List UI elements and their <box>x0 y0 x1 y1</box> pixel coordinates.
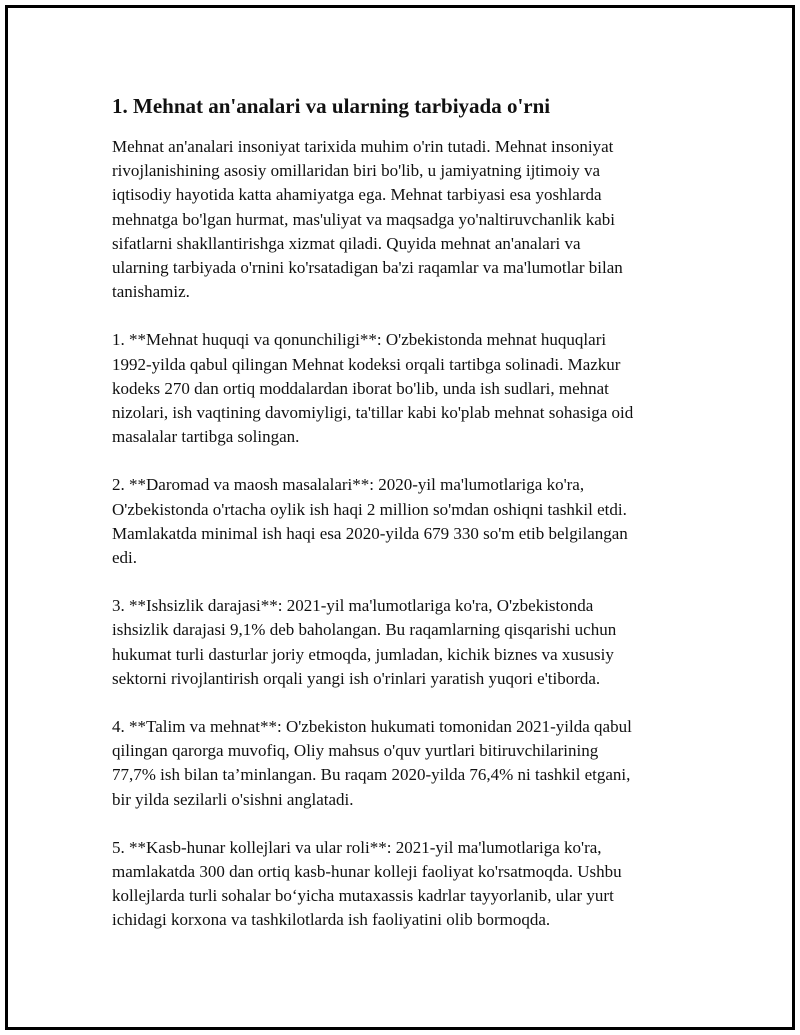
intro-paragraph: Mehnat an'analari insoniyat tarixida muhim o'rin tutadi. Mehnat insoniyat rivojlanishining asosiy omillaridan biri bo'lib, u jamiyatning ijtimoiy va iqtisodiy hayotida katta ahamiyatga ega. Mehnat tarbiyasi esa yoshlarda mehnatga bo'lgan hurmat, mas'uliyat va maqsadga yo'naltiruvchanlik kabi sifatlarni shakllantirishga xizmat qiladi. Quyida mehnat an'analari va ularning tarbiyada o'rnini ko'rsatadigan ba'zi raqamlar va ma'lumotlar bilan tanishamiz. <box>112 137 623 302</box>
document-body <box>112 92 696 957</box>
point-2-income-salary: 2. **Daromad va maosh masalalari**: 2020-yil ma'lumotlariga ko'ra, O'zbekistonda o'rtacha oylik ish haqi 2 million so'mdan oshiqni tashkil etdi. Mamlakatda minimal ish haqi esa 2020-yilda 679 330 so'm etib belgilangan edi. <box>112 475 628 568</box>
point-5-vocational-colleges: 5. **Kasb-hunar kollejlari va ular roli**: 2021-yil ma'lumotlariga ko'ra, mamlakatda 300 dan ortiq kasb-hunar kolleji faoliyat ko'rsatmoqda. Ushbu kollejlarda turli sohalar bo‘yicha mutaxassis kadrlar tayyorlanib, ular yurt ichidagi korxona va tashkilotlarda ish faoliyatini olib bormoqda. <box>112 837 622 930</box>
point-3-unemployment: 3. **Ishsizlik darajasi**: 2021-yil ma'lumotlariga ko'ra, O'zbekistonda ishsizlik darajasi 9,1% deb baholangan. Bu raqamlarning qisqarishi uchun hukumat turli dasturlar joriy etmoqda, jumladan, kichik biznes va xususiy sektorni rivojlantirish orqali yangi ish o'rinlari yaratish yuqori e'tiborda. <box>112 596 617 688</box>
point-1-labor-law: 1. **Mehnat huquqi va qonunchiligi**: O'zbekistonda mehnat huquqlari 1992-yilda qabul qilingan Mehnat kodeksi orqali tartibga solinadi. Mazkur kodeks 270 dan ortiq moddalardan iborat bo'lib, unda ish sudlari, mehnat nizolari, ish vaqtining davomiyligi, ta'tillar kabi ko'plab mehnat sohasiga oid masalalar tartibga solingan. <box>112 330 634 447</box>
section-heading: 1. Mehnat an'analari va ularning tarbiyada o'rni <box>112 94 551 118</box>
point-4-education-employment: 4. **Talim va mehnat**: O'zbekiston hukumati tomonidan 2021-yilda qabul qilingan qarorga muvofiq, Oliy mahsus o'quv yurtlari bitiruvchilarining 77,7% ish bilan ta’minlangan. Bu raqam 2020-yilda 76,4% ni tashkil etgani, bir yilda sezilarli o'sishni anglatadi. <box>112 717 632 809</box>
